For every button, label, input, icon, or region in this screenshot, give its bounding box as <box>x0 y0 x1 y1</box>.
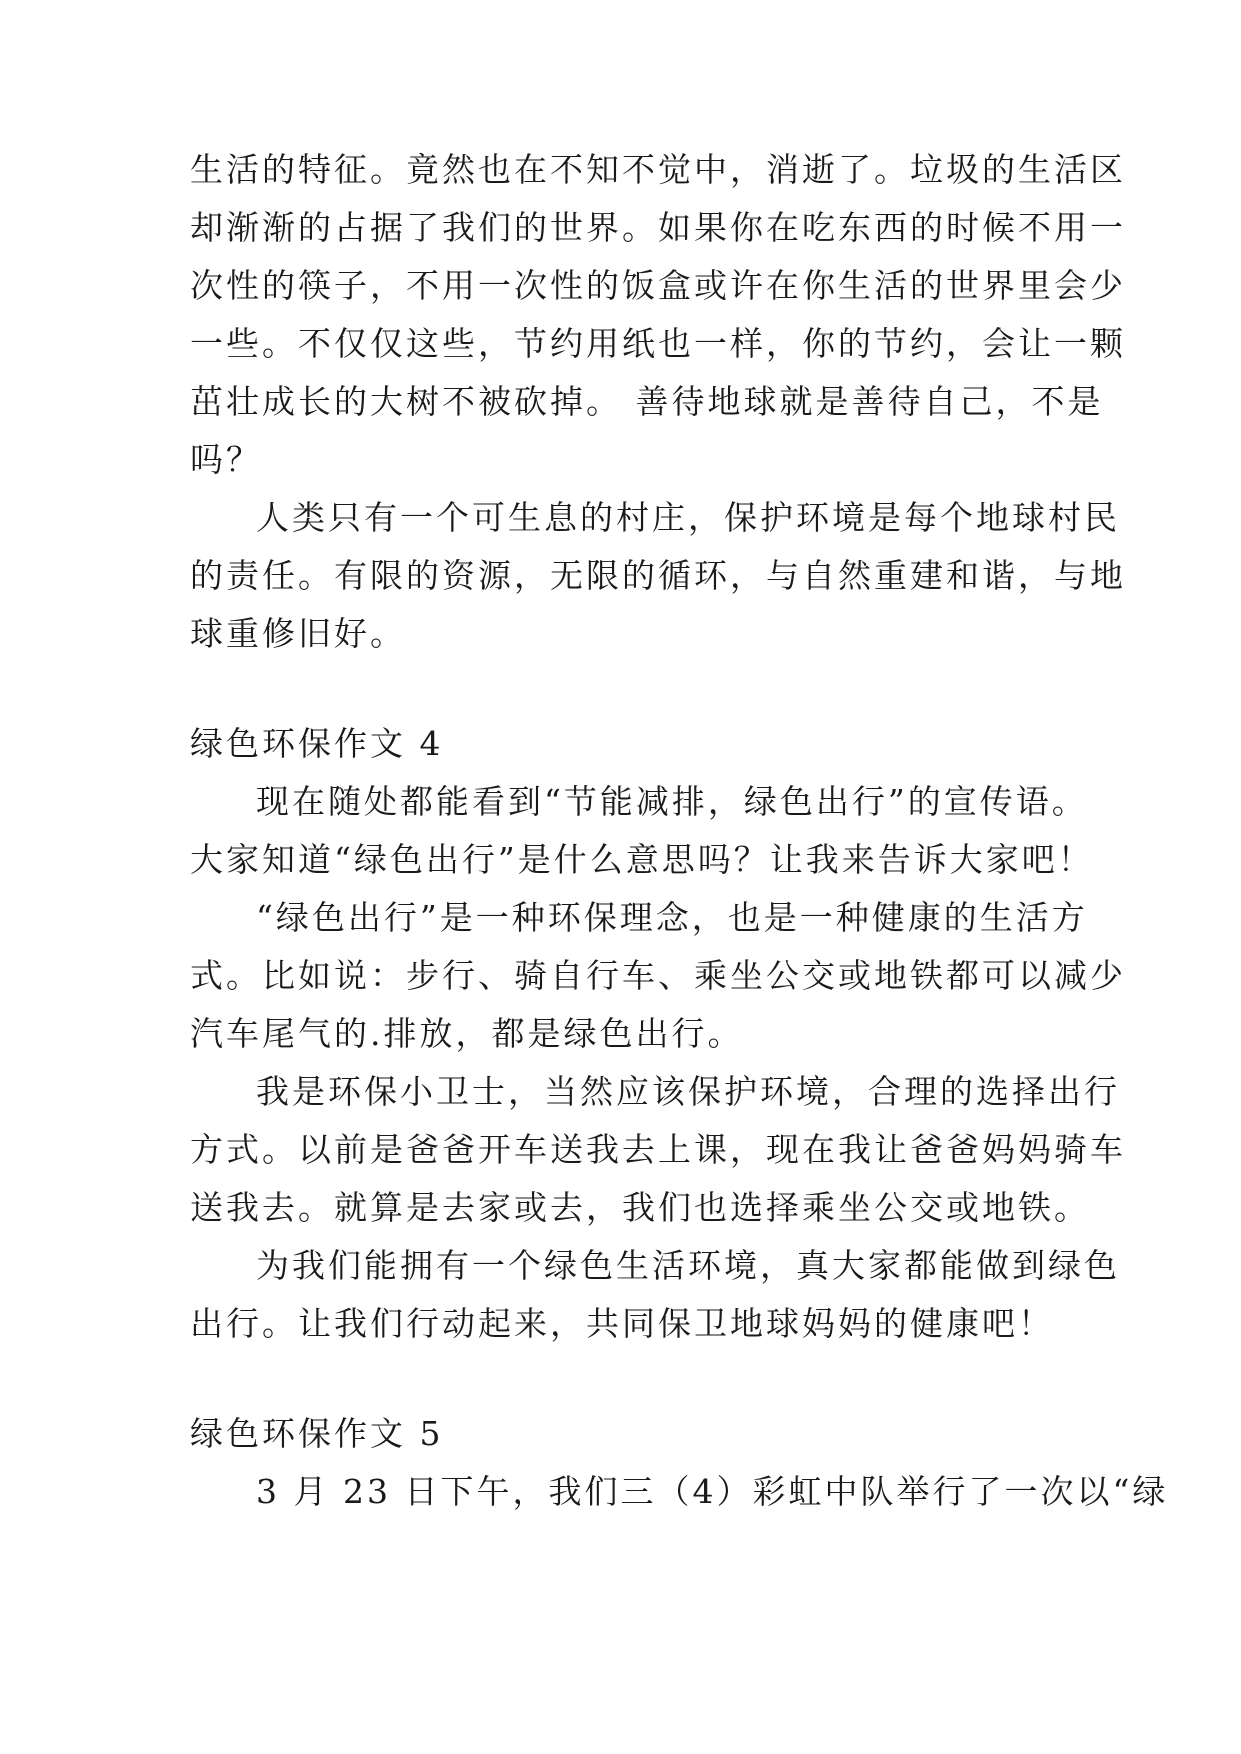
text-line: 汽车尾气的.排放，都是绿色出行。 <box>190 1014 744 1053</box>
text-line: 为我们能拥有一个绿色生活环境，真大家都能做到绿色 <box>256 1246 1120 1285</box>
text-line: 大家知道“绿色出行”是什么意思吗？让我来告诉大家吧！ <box>190 840 1094 879</box>
text-line: 次性的筷子，不用一次性的饭盒或许在你生活的世界里会少 <box>190 266 1126 305</box>
text-line: 一些。不仅仅这些，节约用纸也一样，你的节约，会让一颗 <box>190 324 1126 363</box>
text-line: 3 月 23 日下午，我们三（4）彩虹中队举行了一次以“绿 <box>256 1472 1169 1511</box>
text-line: 方式。以前是爸爸开车送我去上课，现在我让爸爸妈妈骑车 <box>190 1130 1126 1169</box>
section-heading: 绿色环保作文 4 <box>190 724 444 763</box>
text-line: 式。比如说：步行、骑自行车、乘坐公交或地铁都可以减少 <box>190 956 1126 995</box>
text-line: “绿色出行”是一种环保理念，也是一种健康的生活方 <box>256 898 1088 937</box>
text-line: 送我去。就算是去家或去，我们也选择乘坐公交或地铁。 <box>190 1188 1090 1227</box>
text-line: 人类只有一个可生息的村庄，保护环境是每个地球村民 <box>256 498 1120 537</box>
text-line: 生活的特征。竟然也在不知不觉中，消逝了。垃圾的生活区 <box>190 150 1126 189</box>
text-line: 茁壮成长的大树不被砍掉。 善待地球就是善待自己，不是 <box>190 382 1104 421</box>
text-line: 的责任。有限的资源，无限的循环，与自然重建和谐，与地 <box>190 556 1126 595</box>
text-line: 出行。让我们行动起来，共同保卫地球妈妈的健康吧！ <box>190 1304 1054 1343</box>
text-line: 球重修旧好。 <box>190 614 406 653</box>
text-line: 我是环保小卫士，当然应该保护环境，合理的选择出行 <box>256 1072 1120 1111</box>
text-line: 吗？ <box>190 440 262 479</box>
section-heading: 绿色环保作文 5 <box>190 1414 444 1453</box>
text-line: 却渐渐的占据了我们的世界。如果你在吃东西的时候不用一 <box>190 208 1126 247</box>
text-line: 现在随处都能看到“节能减排，绿色出行”的宣传语。 <box>256 782 1088 821</box>
